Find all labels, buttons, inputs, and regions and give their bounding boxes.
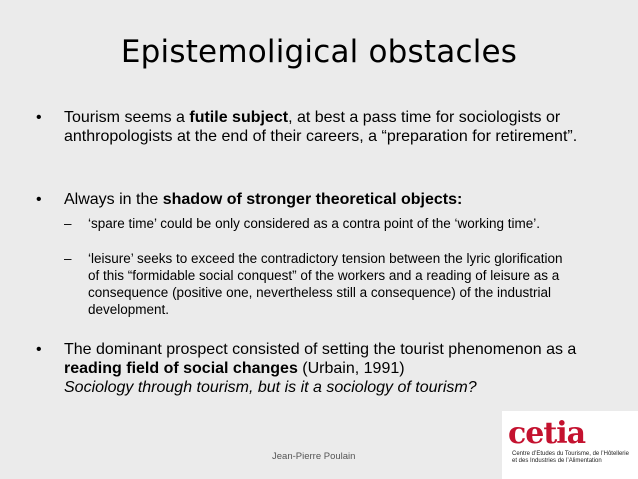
bullet-marker: • <box>36 109 42 126</box>
bullet-3 <box>38 340 598 397</box>
bullet-text-part: (Urbain, 1991) <box>297 360 405 377</box>
sub-bullet-1 <box>64 215 574 232</box>
logo-caption: Centre d’Etudes du Tourisme, de l’Hôtellerie et des Industries de l’Alimentation <box>512 451 629 464</box>
bullet-text-bold: shadow of stronger theoretical objects: <box>162 191 463 208</box>
bullet-2 <box>38 190 598 209</box>
bullet-text-part: , at best a pass time for sociologists or anthropologists at the end of their careers, a “preparation for retirement”. <box>64 109 578 145</box>
bullet-marker: • <box>36 191 42 208</box>
sub-bullet-2 <box>64 250 574 318</box>
bullet-text-part: The dominant prospect consisted of setting the tourist phenomenon as a <box>64 341 577 358</box>
bullet-italic-line: Sociology through tourism, but is it a sociology of tourism? <box>64 379 477 396</box>
bullet-text <box>64 108 598 146</box>
cetia-logo <box>502 411 638 479</box>
slide-title: Epistemoligical obstacles <box>120 34 518 70</box>
logo-wordmark <box>508 415 585 449</box>
bullet-text <box>64 190 598 209</box>
sub-bullet-text: ‘spare time’ could be only considered as a contra point of the ‘working time’. <box>88 216 540 231</box>
sub-bullet-marker: – <box>64 251 72 266</box>
footer-author: Jean-Pierre Poulain <box>272 451 356 462</box>
bullet-marker: • <box>36 341 42 358</box>
bullet-text <box>64 340 598 397</box>
sub-bullet-text: ‘leisure’ seeks to exceed the contradictory tension between the lyric glorification of this “formidable social conquest” of the workers and a reading of leisure as a consequence (positive one, nevertheless still a consequence) of the industrial development. <box>88 251 563 317</box>
sub-bullet-marker: – <box>64 216 72 231</box>
bullet-1 <box>38 108 598 146</box>
bullet-text-part: Tourism seems a <box>64 109 190 126</box>
bullet-text-part: Always in the <box>64 191 163 208</box>
bullet-text-bold: reading field of social changes <box>64 360 298 377</box>
logo-letters: cetia <box>508 416 586 451</box>
bullet-text-bold: futile subject <box>189 109 289 126</box>
